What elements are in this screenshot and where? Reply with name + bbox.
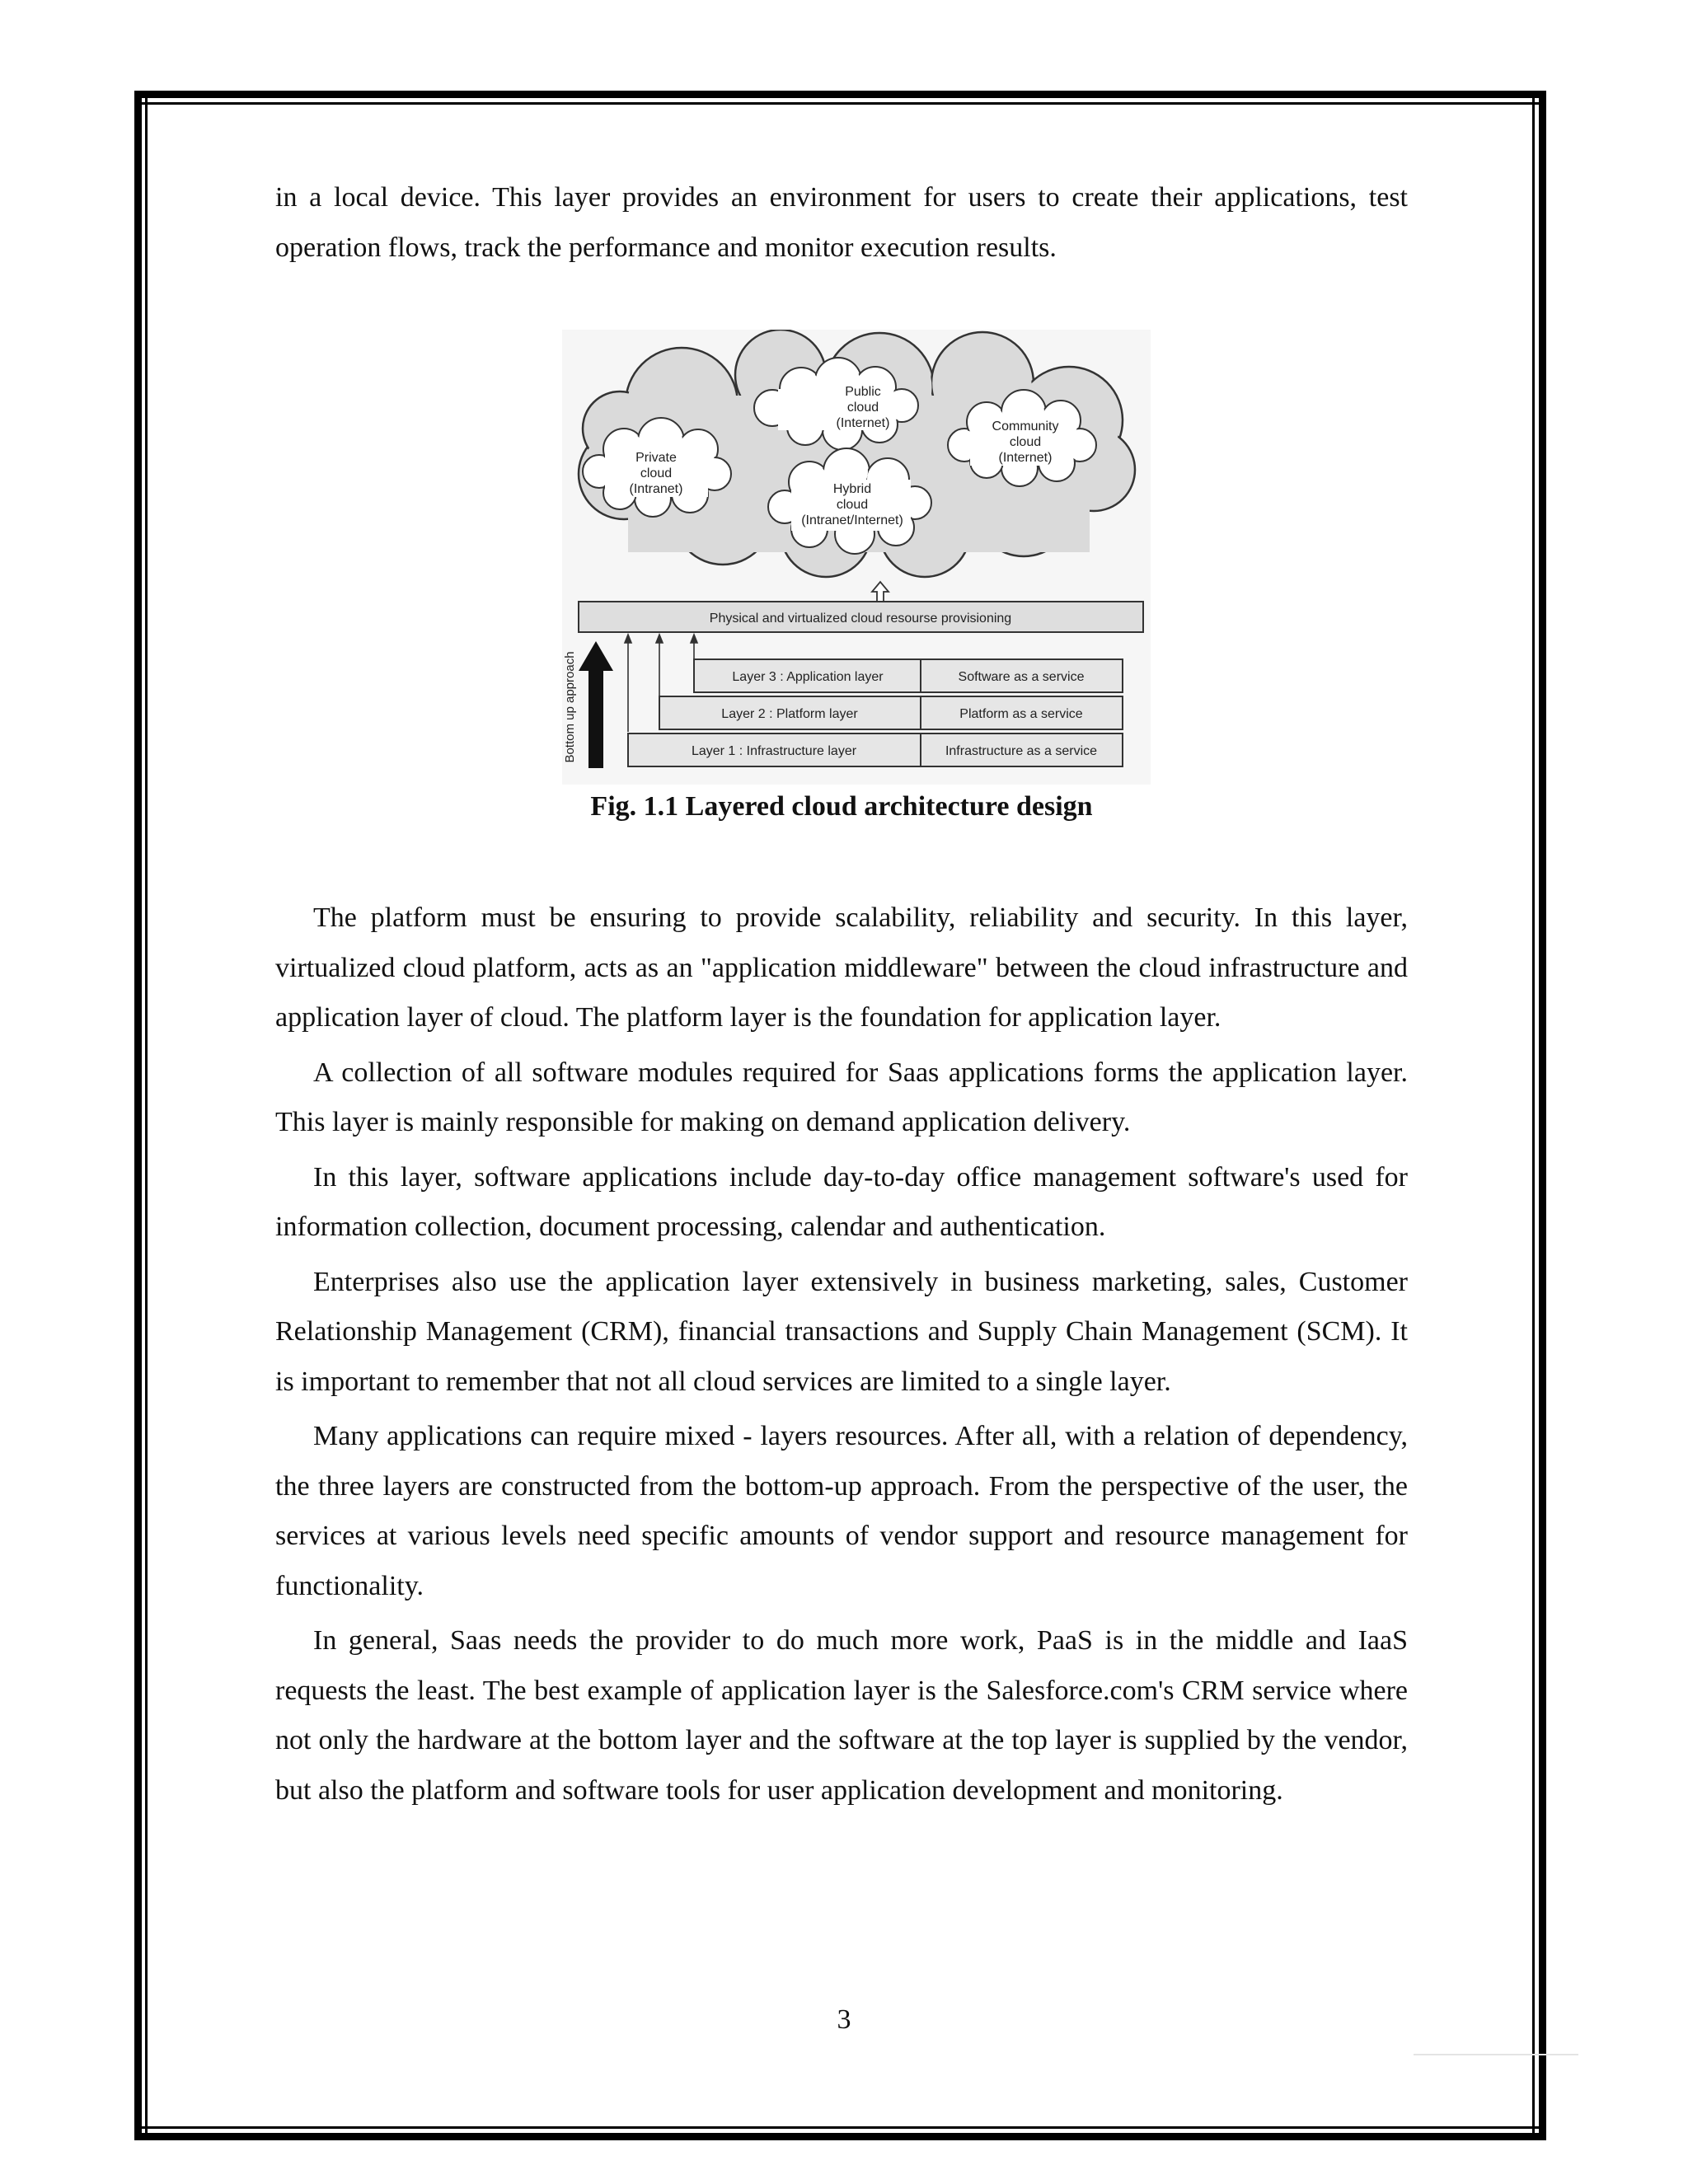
- layer-1-label: Layer 1 : Infrastructure layer: [691, 744, 857, 758]
- hybrid-cloud-line-2: cloud: [836, 498, 869, 512]
- community-cloud-line-1: Community: [992, 419, 1059, 434]
- hybrid-cloud-line-3: (Intranet/Internet): [801, 513, 903, 527]
- community-cloud-line-3: (Internet): [998, 451, 1053, 465]
- private-cloud-line-1: Private: [635, 451, 677, 465]
- community-cloud-line-2: cloud: [1009, 435, 1042, 449]
- provisioning-bar: [579, 602, 1143, 632]
- page-number: 3: [837, 2004, 851, 2035]
- paragraph-collection: A collection of all software modules required for Saas applications forms the application layer. This layer is mainly responsible for making on demand application delivery.: [275, 1057, 1408, 1137]
- paragraph-general: In general, Saas needs the provider to do much more work, PaaS is in the middle and IaaS requests the least. The best example of application layer is the Salesforce.com's CRM service where not only the hardware at the bottom layer and the software at the top layer is supplied by the vendor, but also the platform and software tools for user application development and monitoring.: [275, 1625, 1408, 1806]
- paragraph-enterprises: Enterprises also use the application layer extensively in business marketing, sales, Customer Relationship Management (CRM), financial transactions and Supply Chain Management (SCM). It is important to remember that not all cloud services are limited to a single layer.: [275, 1266, 1408, 1397]
- layer-2-row: [659, 696, 1123, 729]
- provisioning-bar-label: Physical and virtualized cloud resourse provisioning: [709, 612, 1012, 626]
- axis-label: Bottom up approach: [563, 651, 577, 763]
- page-border-right: [1539, 91, 1546, 2140]
- layer-3-service: Software as a service: [958, 670, 1085, 684]
- public-cloud-line-3: (Internet): [836, 416, 890, 430]
- layered-cloud-diagram: [562, 330, 1151, 785]
- figure-caption: Fig. 1.1 Layered cloud architecture design: [590, 791, 1093, 822]
- body-text: [275, 893, 1408, 1816]
- private-cloud-line-3: (Intranet): [629, 482, 683, 496]
- page-border-left-inner: [145, 98, 148, 2133]
- page-border-left: [134, 91, 142, 2140]
- layer-3-label: Layer 3 : Application layer: [732, 670, 884, 684]
- layer-2-service: Platform as a service: [959, 707, 1083, 721]
- page-border-bottom-inner: [134, 2126, 1546, 2129]
- layer-3-row: [694, 659, 1123, 692]
- layer-1-service: Infrastructure as a service: [945, 744, 1098, 758]
- public-cloud-line-1: Public: [845, 385, 881, 399]
- top-paragraph: in a local device. This layer provides an environment for users to create their applications, test operation flows, track the performance and monitor execution results.: [275, 182, 1408, 263]
- paragraph-software-applications: In this layer, software applications include day-to-day office management software's used for information collection, document processing, calendar and authentication.: [275, 1161, 1408, 1242]
- private-cloud-line-2: cloud: [640, 466, 673, 480]
- paragraph-mixed-layers: Many applications can require mixed - layers resources. After all, with a relation of dependency, the three layers are constructed from the bottom-up approach. From the perspective of the user, the services at various levels need specific amounts of vendor support and resource management for functionality.: [275, 1421, 1408, 1601]
- layer-2-label: Layer 2 : Platform layer: [721, 707, 858, 721]
- page-border-top: [134, 91, 1546, 98]
- footer-rule: [1414, 2054, 1578, 2055]
- page-border-right-inner: [1532, 98, 1535, 2133]
- paragraph-platform: The platform must be ensuring to provide scalability, reliability and security. In this layer, virtualized cloud platform, acts as an "application middleware" between the cloud infrastructure and application layer of cloud. The platform layer is the foundation for application layer.: [275, 902, 1408, 1033]
- top-text-block: [275, 173, 1408, 273]
- layered-cloud-figure: [562, 330, 1151, 785]
- page-border-bottom: [134, 2133, 1546, 2140]
- hybrid-cloud-line-1: Hybrid: [832, 482, 872, 496]
- public-cloud-line-2: cloud: [846, 401, 879, 415]
- layer-1-row: [628, 733, 1123, 766]
- page-border-top-inner: [134, 102, 1546, 105]
